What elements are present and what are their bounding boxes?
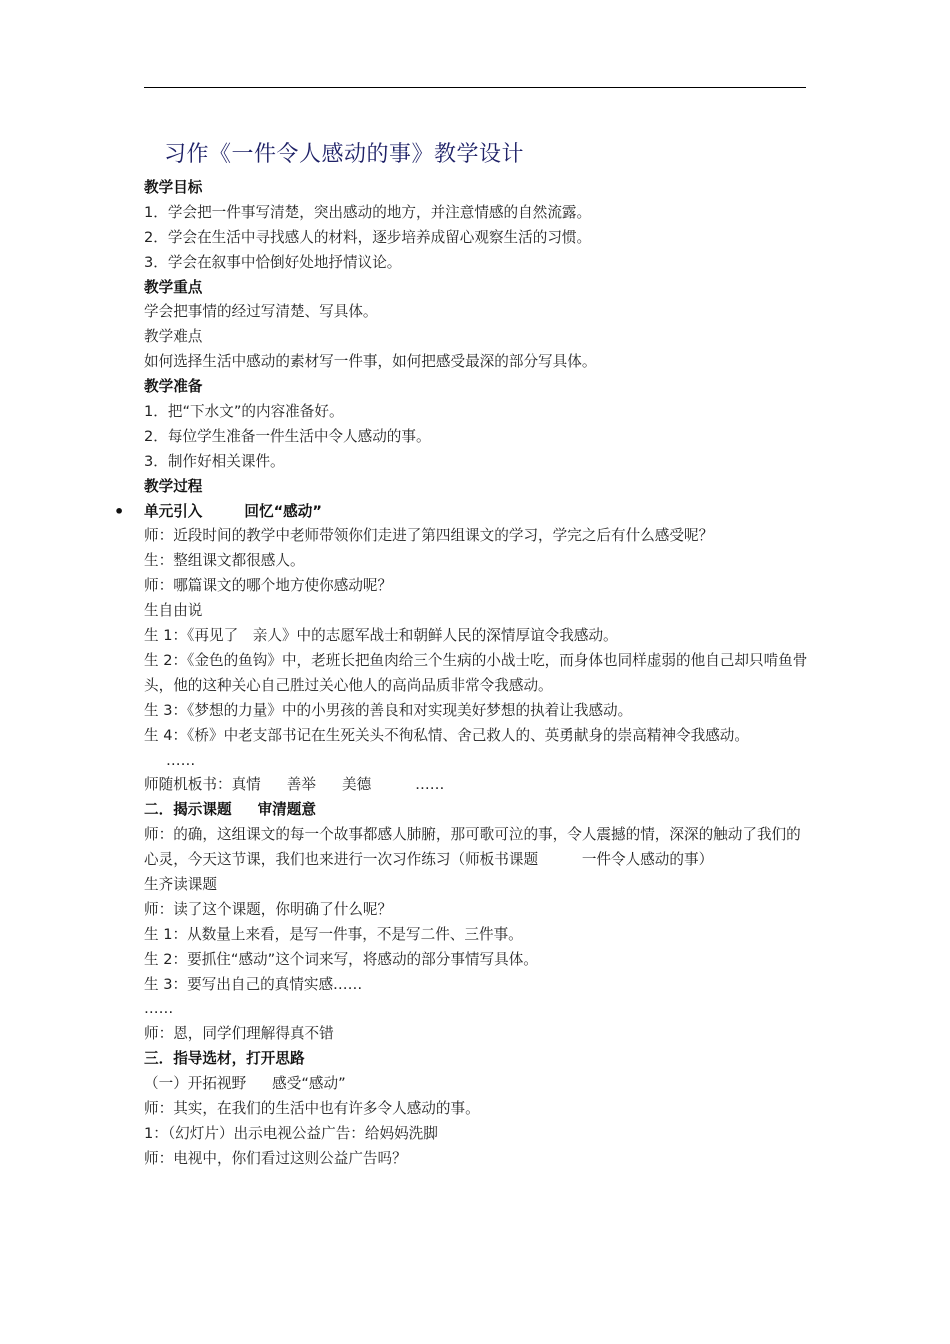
- prep-heading: 教学准备: [144, 378, 203, 396]
- key-heading: 教学重点: [144, 278, 203, 296]
- board-notes: [144, 773, 808, 798]
- dialogue-line: 师：的确，这组课文的每一个故事都感人肺腑，那可歌可泣的事，令人震撼的情，深深的触动了我们的心灵，今天这节课，我们也来进行一次习作练习（师板书课题 一件令人感动的事）: [144, 826, 801, 869]
- part1-heading: [144, 500, 808, 525]
- goal-item: 1．学会把一件事写清楚，突出感动的地方，并注意情感的自然流露。: [144, 203, 592, 221]
- document-title: 习作《一件令人感动的事》教学设计: [164, 142, 525, 167]
- goal-item: 3．学会在叙事中恰倒好处地抒情议论。: [144, 253, 402, 271]
- goal-item: 2．学会在生活中寻找感人的材料，逐步培养成留心观察生活的习惯。: [144, 228, 592, 246]
- dialogue-line: 生 4：《桥》中老支部书记在生死关头不徇私情、舍己救人的、英勇献身的崇高精神令我感动。: [144, 726, 749, 744]
- dialogue-line: 1：（幻灯片）出示电视公益广告：给妈妈洗脚: [144, 1124, 438, 1142]
- prep-item: 3．制作好相关课件。: [144, 452, 285, 470]
- key-text: 学会把事情的经过写清楚、写具体。: [144, 303, 378, 321]
- prep-item: 2．每位学生准备一件生活中令人感动的事。: [144, 427, 431, 445]
- subsection-heading-b: 感受“感动”: [272, 1075, 346, 1093]
- dialogue-line: 生自由说: [144, 602, 203, 620]
- dialogue-line: 生 2：《金色的鱼钩》中，老班长把鱼肉给三个生病的小战士吃，而身体也同样虚弱的他自己却只啃鱼骨头，他的这种关心自己胜过关心他人的高尚品质非常令我感动。: [144, 651, 808, 694]
- dialogue-line: 师：恩，同学们理解得真不错: [144, 1025, 334, 1043]
- header-rule: [144, 87, 806, 88]
- board-notes-label: 师随机板书：真情: [144, 776, 261, 794]
- board-note: ……: [415, 776, 445, 794]
- process-heading: 教学过程: [144, 477, 203, 495]
- dialogue-line: 生 3：要写出自己的真情实感……: [144, 975, 363, 993]
- subsection-heading-a: （一）开拓视野: [144, 1075, 247, 1093]
- part1-heading-a: 单元引入: [144, 502, 203, 520]
- part3-heading: 三．指导选材，打开思路: [144, 1050, 305, 1068]
- part2-heading-b: 审清题意: [257, 801, 316, 819]
- dialogue-line: 生 3：《梦想的力量》中的小男孩的善良和对实现美好梦想的执着让我感动。: [144, 701, 633, 719]
- part2-heading: [144, 798, 808, 823]
- dialogue-line: 生 1：从数量上来看，是写一件事，不是写二件、三件事。: [144, 925, 523, 943]
- difficulty-heading: 教学难点: [144, 328, 203, 346]
- dialogue-line: 师：读了这个课题，你明确了什么呢？: [144, 900, 393, 918]
- dialogue-line: 师：近段时间的教学中老师带领你们走进了第四组课文的学习，学完之后有什么感受呢？: [144, 527, 714, 545]
- ellipsis-line: ……: [144, 1000, 174, 1018]
- board-note: 美德: [341, 776, 372, 794]
- dialogue-line: 师：哪篇课文的哪个地方使你感动呢？: [144, 577, 393, 595]
- dialogue-line: 生 2：要抓住“感动”这个词来写，将感动的部分事情写具体。: [144, 950, 538, 968]
- dialogue-line: 师：电视中，你们看过这则公益广告吗？: [144, 1149, 407, 1167]
- part2-heading-a: 二．揭示课题: [144, 801, 232, 819]
- document-body: [144, 176, 808, 1172]
- board-note: 善举: [286, 776, 316, 794]
- dialogue-line: 生 1：《再见了 亲人》中的志愿军战士和朝鲜人民的深情厚谊令我感动。: [144, 627, 618, 645]
- dialogue-line: 生：整组课文都很感人。: [144, 552, 305, 570]
- part1-heading-b: 回忆“感动”: [244, 502, 322, 520]
- goals-heading: 教学目标: [144, 179, 203, 196]
- ellipsis-line: ……: [166, 751, 196, 769]
- dialogue-line: 生齐读课题: [144, 876, 217, 894]
- dialogue-line: 师：其实，在我们的生活中也有许多令人感动的事。: [144, 1100, 480, 1118]
- prep-item: 1．把“下水文”的内容准备好。: [144, 403, 344, 421]
- difficulty-text: 如何选择生活中感动的素材写一件事，如何把感受最深的部分写具体。: [144, 353, 597, 371]
- subsection-heading: [144, 1072, 808, 1097]
